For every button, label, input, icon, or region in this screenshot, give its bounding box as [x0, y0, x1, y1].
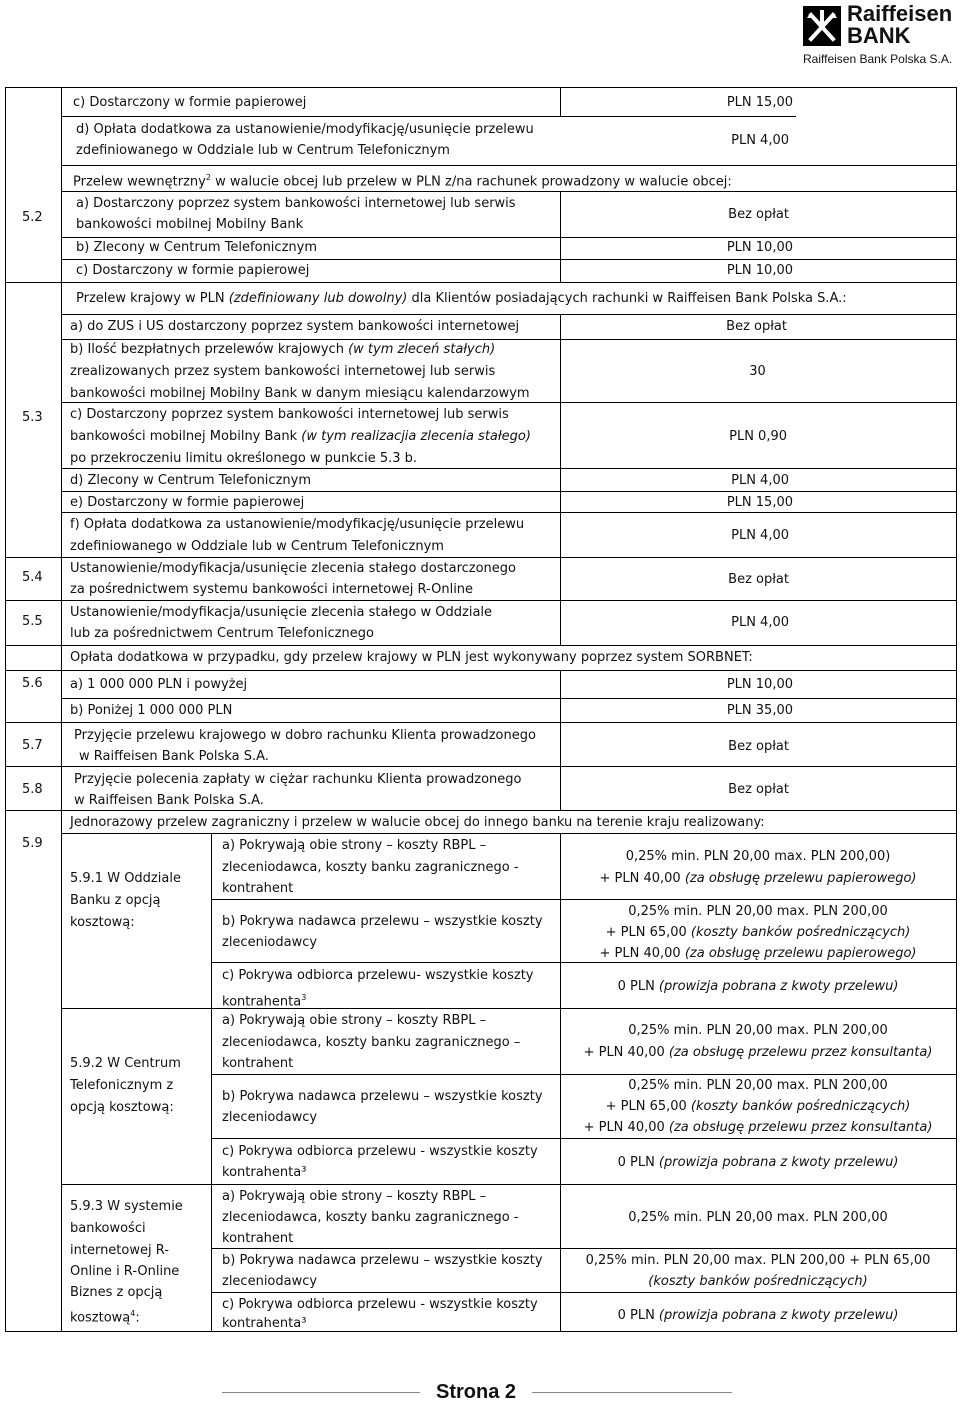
section-number: 5.9	[22, 836, 43, 851]
row-fee: PLN 4,00	[731, 473, 789, 488]
option-fee: + PLN 65,00 (koszty banków pośredniczących)	[605, 925, 911, 940]
option-label: zleceniodawca, koszty banku zagranicznego -	[222, 1210, 519, 1225]
row-label: d) Zlecony w Centrum Telefonicznym	[70, 473, 311, 488]
group-label-line: internetowej R-	[70, 1243, 169, 1258]
group-label-line: Online i R-Online	[70, 1264, 180, 1279]
group-label-line: opcją kosztową:	[70, 1100, 174, 1115]
group-label-line: kosztową:	[70, 915, 135, 930]
option-fee: 0,25% min. PLN 20,00 max. PLN 200,00	[628, 904, 888, 919]
section-number: 5.2	[22, 210, 43, 225]
option-fee: 0,25% min. PLN 20,00 max. PLN 200,00	[628, 1023, 888, 1038]
row-label: bankowości mobilnej Mobilny Bank	[76, 217, 304, 232]
row-fee: 30	[749, 364, 766, 379]
row-label: zdefiniowanego w Oddziale lub w Centrum Telefonicznym	[76, 143, 450, 158]
option-label: kontrahent	[222, 1231, 294, 1246]
option-fee: (koszty banków pośredniczących)	[648, 1274, 868, 1289]
row-fee: PLN 10,00	[726, 263, 793, 278]
option-label: zleceniodawca, koszty banku zagranicznego -	[222, 860, 519, 875]
row-label: b) Ilość bezpłatnych przelewów krajowych (w tym zleceń stałych)	[70, 342, 496, 357]
option-label: c) Pokrywa odbiorca przelewu- wszystkie koszty	[222, 968, 534, 983]
group-label-line: Banku z opcją	[70, 893, 161, 908]
option-label: a) Pokrywają obie strony – koszty RBPL –	[222, 1189, 487, 1204]
row-label: zdefiniowanego w Oddziale lub w Centrum Telefonicznym	[70, 539, 444, 554]
section-heading: Opłata dodatkowa w przypadku, gdy przelew krajowy w PLN jest wykonywany poprzez system SORBNET:	[70, 650, 753, 665]
section-heading: Przelew krajowy w PLN (zdefiniowany lub dowolny) dla Klientów posiadających rachunki w Raiffeisen Bank Polska S.A.:	[76, 291, 847, 306]
brand-name-line1: Raiffeisen	[847, 1, 953, 26]
group-label-line: Telefonicznym z	[70, 1078, 174, 1093]
option-fee: + PLN 40,00 (za obsługę przelewu papierowego)	[599, 946, 917, 961]
section-number: 5.3	[22, 410, 43, 425]
option-label: c) Pokrywa odbiorca przelewu - wszystkie koszty	[222, 1297, 538, 1312]
row-label: c) Dostarczony w formie papierowej	[76, 263, 310, 278]
row-fee: Bez opłat	[728, 207, 789, 222]
row-label: Przyjęcie polecenia zapłaty w ciężar rachunku Klienta prowadzonego	[74, 772, 522, 787]
option-label: kontrahenta³	[222, 1316, 307, 1331]
brand-subtitle: Raiffeisen Bank Polska S.A.	[803, 52, 953, 66]
section-number: 5.6	[22, 676, 43, 691]
row-fee: Bez opłat	[726, 319, 787, 334]
row-label: lub za pośrednictwem Centrum Telefonicznego	[70, 626, 374, 641]
group-label-line: 5.9.2 W Centrum	[70, 1056, 181, 1071]
row-label: Ustanowienie/modyfikacja/usunięcie zlecenia stałego w Oddziale	[70, 605, 493, 620]
option-fee: 0,25% min. PLN 20,00 max. PLN 200,00 + PLN 65,00	[585, 1253, 931, 1268]
row-label: c) Dostarczony w formie papierowej	[73, 95, 307, 110]
option-label: c) Pokrywa odbiorca przelewu - wszystkie koszty	[222, 1144, 538, 1159]
section-heading: Przelew wewnętrzny$^2$ w walucie obcej lub przelew w PLN z/na rachunek prowadzony w walucie obcej:	[73, 173, 732, 190]
row-label: po przekroczeniu limitu określonego w punkcie 5.3 b.	[70, 451, 418, 466]
option-fee: + PLN 40,00 (za obsługę przelewu przez konsultanta)	[583, 1045, 933, 1060]
row-label: Przyjęcie przelewu krajowego w dobro rachunku Klienta prowadzonego	[74, 728, 536, 743]
page-number: Strona 2	[435, 1381, 517, 1403]
option-fee: 0 PLN (prowizja pobrana z kwoty przelewu)	[617, 979, 899, 994]
group-label-line: 5.9.3 W systemie	[70, 1199, 183, 1214]
option-fee: 0,25% min. PLN 20,00 max. PLN 200,00	[628, 1210, 888, 1225]
row-fee: PLN 4,00	[731, 528, 789, 543]
row-fee: PLN 35,00	[726, 703, 793, 718]
row-label: Ustanowienie/modyfikacja/usunięcie zlecenia stałego dostarczonego	[70, 561, 516, 576]
row-label: e) Dostarczony w formie papierowej	[70, 495, 305, 510]
group-label-line: Biznes z opcją	[70, 1285, 163, 1300]
row-label: f) Opłata dodatkowa za ustanowienie/modyfikację/usunięcie przelewu	[70, 517, 525, 532]
option-fee: + PLN 40,00 (za obsługę przelewu przez konsultanta)	[583, 1120, 933, 1135]
row-fee: Bez opłat	[728, 739, 789, 754]
option-label: kontrahent	[222, 1056, 294, 1071]
row-fee: Bez opłat	[728, 572, 789, 587]
option-label: a) Pokrywają obie strony – koszty RBPL –	[222, 1013, 487, 1028]
option-fee: 0 PLN (prowizja pobrana z kwoty przelewu)	[617, 1155, 899, 1170]
row-fee: PLN 10,00	[726, 677, 793, 692]
row-fee: PLN 15,00	[726, 495, 793, 510]
row-fee: PLN 4,00	[731, 133, 789, 148]
row-fee: PLN 15,00	[726, 95, 793, 110]
option-label: zleceniodawca, koszty banku zagranicznego –	[222, 1035, 521, 1050]
option-label: a) Pokrywają obie strony – koszty RBPL –	[222, 838, 487, 853]
option-fee: 0 PLN (prowizja pobrana z kwoty przelewu)	[617, 1308, 899, 1323]
group-label-line: bankowości	[70, 1221, 146, 1236]
section-number: 5.4	[22, 570, 43, 585]
option-label: kontrahenta$^3$	[222, 993, 307, 1010]
option-fee: + PLN 40,00 (za obsługę przelewu papierowego)	[599, 871, 917, 886]
option-label: b) Pokrywa nadawca przelewu – wszystkie koszty	[222, 914, 543, 929]
row-fee: PLN 4,00	[731, 615, 789, 630]
option-label: kontrahent	[222, 881, 294, 896]
footer-rule-right	[532, 1392, 732, 1393]
option-label: zleceniodawcy	[222, 1274, 318, 1289]
row-label: bankowości mobilnej Mobilny Bank w danym miesiącu kalendarzowym	[70, 386, 530, 401]
option-label: zleceniodawcy	[222, 1110, 318, 1125]
brand-logo	[803, 1, 959, 68]
option-fee: 0,25% min. PLN 20,00 max. PLN 200,00)	[625, 849, 891, 864]
brand-name-line2: BANK	[847, 23, 911, 48]
option-fee: + PLN 65,00 (koszty banków pośredniczących)	[605, 1099, 911, 1114]
section-heading: Jednorazowy przelew zagraniczny i przelew w walucie obcej do innego banku na terenie kraju realizowany:	[70, 815, 765, 830]
row-label: b) Poniżej 1 000 000 PLN	[70, 703, 233, 718]
option-label: b) Pokrywa nadawca przelewu – wszystkie koszty	[222, 1253, 543, 1268]
row-label: c) Dostarczony poprzez system bankowości internetowej lub serwis	[70, 407, 509, 422]
footer-rule-left	[222, 1392, 420, 1393]
section-number: 5.5	[22, 614, 43, 629]
row-fee: PLN 0,90	[729, 429, 787, 444]
row-label: w Raiffeisen Bank Polska S.A.	[79, 749, 269, 764]
option-label: b) Pokrywa nadawca przelewu – wszystkie koszty	[222, 1089, 543, 1104]
row-label: b) Zlecony w Centrum Telefonicznym	[76, 240, 317, 255]
group-label-line: kosztową$^4$:	[70, 1309, 140, 1326]
row-label: a) Dostarczony poprzez system bankowości internetowej lub serwis	[76, 196, 516, 211]
row-label: d) Opłata dodatkowa za ustanowienie/modyfikację/usunięcie przelewu	[76, 122, 534, 137]
section-number: 5.8	[22, 782, 43, 797]
section-number: 5.7	[22, 738, 43, 753]
option-fee: 0,25% min. PLN 20,00 max. PLN 200,00	[628, 1078, 888, 1093]
option-label: zleceniodawcy	[222, 935, 318, 950]
row-label: w Raiffeisen Bank Polska S.A.	[74, 793, 264, 808]
row-fee: Bez opłat	[728, 782, 789, 797]
row-label: a) 1 000 000 PLN i powyżej	[70, 677, 248, 692]
group-label-line: 5.9.1 W Oddziale	[70, 871, 181, 886]
raiffeisen-cross-icon	[803, 6, 841, 46]
row-label: zrealizowanych przez system bankowości internetowej lub serwis	[70, 364, 496, 379]
option-label: kontrahenta³	[222, 1165, 307, 1180]
row-label: a) do ZUS i US dostarczony poprzez system bankowości internetowej	[70, 319, 520, 334]
row-label: bankowości mobilnej Mobilny Bank (w tym realizacjia zlecenia stałego)	[70, 429, 531, 444]
row-fee: PLN 10,00	[726, 240, 793, 255]
row-label: za pośrednictwem systemu bankowości internetowej R-Online	[70, 582, 474, 597]
